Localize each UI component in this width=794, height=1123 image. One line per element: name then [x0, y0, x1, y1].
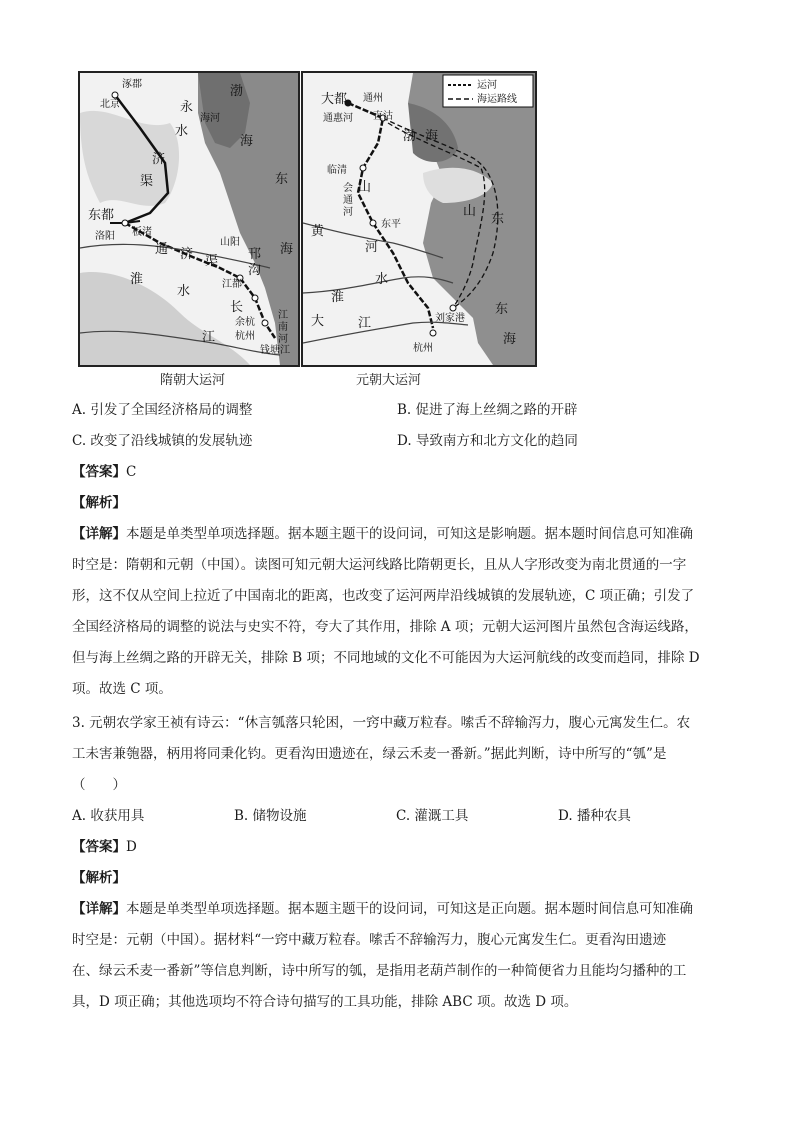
label-hangzhou: 杭州 — [413, 343, 433, 354]
label-zhuojun: 涿郡 — [122, 79, 142, 90]
label-shan: 山 — [358, 180, 372, 195]
q3-option-c: C. 灌溉工具 — [396, 808, 469, 824]
label-beijing: 北京 — [100, 99, 120, 110]
label-huitong1: 会 — [343, 183, 353, 194]
label-dongdu: 东都 — [88, 208, 115, 223]
legend-sea-route: 海运路线 — [477, 94, 517, 105]
label-bohai2: 海 — [240, 134, 254, 149]
label-shui: 水 — [175, 124, 189, 139]
q2-detail-line: 形，这不仅从空间上拉近了中国南北的距离，也改变了运河两岸沿线城镇的发展轨迹，C 项正确；引发了 — [72, 588, 695, 604]
q3-stem-line: 工未害兼匏器，柄用将同秉化钧。更看沟田遗迹在，绿云禾麦一番新。”据此判断，诗中所写的“瓠”是 — [72, 746, 667, 762]
q2-analysis-tag: 【解析】 — [72, 495, 126, 511]
label-bohai1: 渤 — [403, 129, 417, 144]
answer-tag: 【答案】 — [72, 839, 126, 855]
q2-detail-line: 时空是：隋朝和元朝（中国）。读图可知元朝大运河线路比隋朝更长，且从人字形改变为南北贯通的一字 — [72, 557, 687, 573]
label-zhigu: 直沽 — [373, 111, 393, 122]
label-linqing: 临清 — [327, 165, 347, 176]
label-qu: 渠 — [140, 174, 154, 189]
label-huitong2: 通 — [343, 195, 353, 206]
q3-option-b: B. 储物设施 — [234, 808, 307, 824]
label-shui2: 水 — [177, 284, 191, 299]
label-qiantang: 钱塘江 — [260, 345, 290, 356]
label-shanyang: 山阳 — [220, 237, 240, 248]
q3-stem-line: 3. 元朝农学家王祯有诗云：“休言瓠落只轮困，一窍中藏万粒春。嗦舌不辞输泻力，腹心元寓发生仁。农 — [72, 715, 691, 731]
q2-option-a: A. 引发了全国经济格局的调整 — [72, 402, 253, 418]
label-yuhang: 余杭 — [235, 317, 255, 328]
answer-tag: 【答案】 — [72, 464, 126, 480]
q2-answer-row — [72, 462, 136, 482]
label-han: 邗 — [248, 247, 262, 262]
left-map-caption: 隋朝大运河 — [160, 373, 226, 388]
label-dadu: 大都 — [321, 92, 348, 107]
label-shui: 水 — [375, 272, 389, 287]
label-gou: 沟 — [248, 263, 262, 278]
q3-option-a: A. 收获用具 — [72, 808, 145, 824]
label-he: 河 — [365, 240, 379, 255]
label-huai: 淮 — [130, 272, 144, 287]
label-jiangnan3: 河 — [278, 334, 288, 345]
label-da: 大 — [311, 314, 325, 329]
label-dong: 东 — [275, 172, 289, 187]
label-huitong3: 河 — [343, 207, 353, 218]
label-jiangnan1: 江 — [278, 310, 288, 321]
label-tongzhou: 通州 — [363, 93, 383, 104]
label-jiangdu: 江都 — [222, 279, 242, 290]
detail-tag: 【详解】 — [72, 901, 126, 917]
detail-text: 本题是单类型单项选择题。据本题主题干的设问词，可知这是正向题。据本题时间信息可知准确 — [126, 901, 693, 917]
yuan-canal-map — [301, 71, 537, 367]
right-map-caption: 元朝大运河 — [356, 373, 422, 388]
q2-detail-line — [72, 524, 693, 544]
label-luoyang: 洛阳 — [95, 231, 115, 242]
label-ji: 济 — [152, 152, 166, 167]
label-jiang: 江 — [202, 330, 216, 345]
label-tonghuihe: 通惠河 — [323, 113, 353, 124]
detail-text: 本题是单类型单项选择题。据本题主题干的设问词，可知这是影响题。据本题时间信息可知准确 — [126, 526, 693, 542]
label-jiangnan2: 南 — [278, 322, 288, 333]
label-hai: 海 — [280, 242, 294, 257]
label-liujiagang: 刘家港 — [435, 313, 465, 324]
q2-detail-line: 全国经济格局的调整的说法与史实不符，夸大了其作用，排除 A 项；元朝大运河图片虽然包含海运线路， — [72, 619, 698, 635]
label-tong: 通 — [155, 242, 169, 257]
label-huai: 淮 — [331, 290, 345, 305]
q3-stem-line: （ ） — [72, 777, 126, 793]
q2-detail-line: 但与海上丝绸之路的开辟无关，排除 B 项；不同地域的文化不可能因为大运河航线的改变而趋同，排除 D — [72, 650, 700, 666]
answer-value: C — [126, 464, 137, 480]
label-dongping: 东平 — [381, 219, 401, 230]
label-ji2: 济 — [180, 247, 194, 262]
label-yongji: 永 — [180, 100, 194, 115]
q3-detail-line: 在、绿云禾麦一番新”等信息判断，诗中所写的瓠，是指用老葫芦制作的一种简便省力且能均匀播种的工 — [72, 963, 687, 979]
q2-option-d: D. 导致南方和北方文化的趋同 — [397, 433, 578, 449]
label-bohai1: 渤 — [230, 84, 244, 99]
label-shan2: 山 — [463, 204, 477, 219]
label-dong2: 东 — [495, 302, 509, 317]
label-dong: 东 — [491, 212, 505, 227]
label-jiang: 江 — [358, 316, 372, 331]
label-chang: 长 — [230, 300, 244, 315]
label-hai: 海 — [503, 332, 517, 347]
q3-analysis-tag: 【解析】 — [72, 870, 126, 886]
answer-value: D — [126, 839, 137, 855]
legend-canal: 运河 — [477, 80, 497, 91]
q3-detail-line — [72, 899, 693, 919]
label-banzhu: 板渚 — [132, 227, 152, 238]
label-hangzhou: 杭州 — [235, 331, 255, 342]
label-haihe: 海河 — [200, 113, 220, 124]
q2-option-c: C. 改变了沿线城镇的发展轨迹 — [72, 433, 253, 449]
detail-tag: 【详解】 — [72, 526, 126, 542]
sui-canal-map — [78, 71, 300, 367]
q3-detail-line: 时空是：元朝（中国）。据材料“一窍中藏万粒春。嗦舌不辞输泻力，腹心元寓发生仁。更看沟田遗迹 — [72, 932, 667, 948]
q2-option-b: B. 促进了海上丝绸之路的开辟 — [397, 402, 578, 418]
q3-answer-row — [72, 837, 137, 857]
label-bohai2: 海 — [425, 129, 439, 144]
q2-detail-line: 项。故选 C 项。 — [72, 681, 172, 697]
q3-option-d: D. 播种农具 — [558, 808, 631, 824]
label-qu2: 渠 — [205, 254, 219, 269]
label-huang: 黄 — [311, 224, 325, 239]
q3-detail-line: 具，D 项正确；其他选项均不符合诗句描写的工具功能，排除 ABC 项。故选 D 项。 — [72, 994, 578, 1010]
